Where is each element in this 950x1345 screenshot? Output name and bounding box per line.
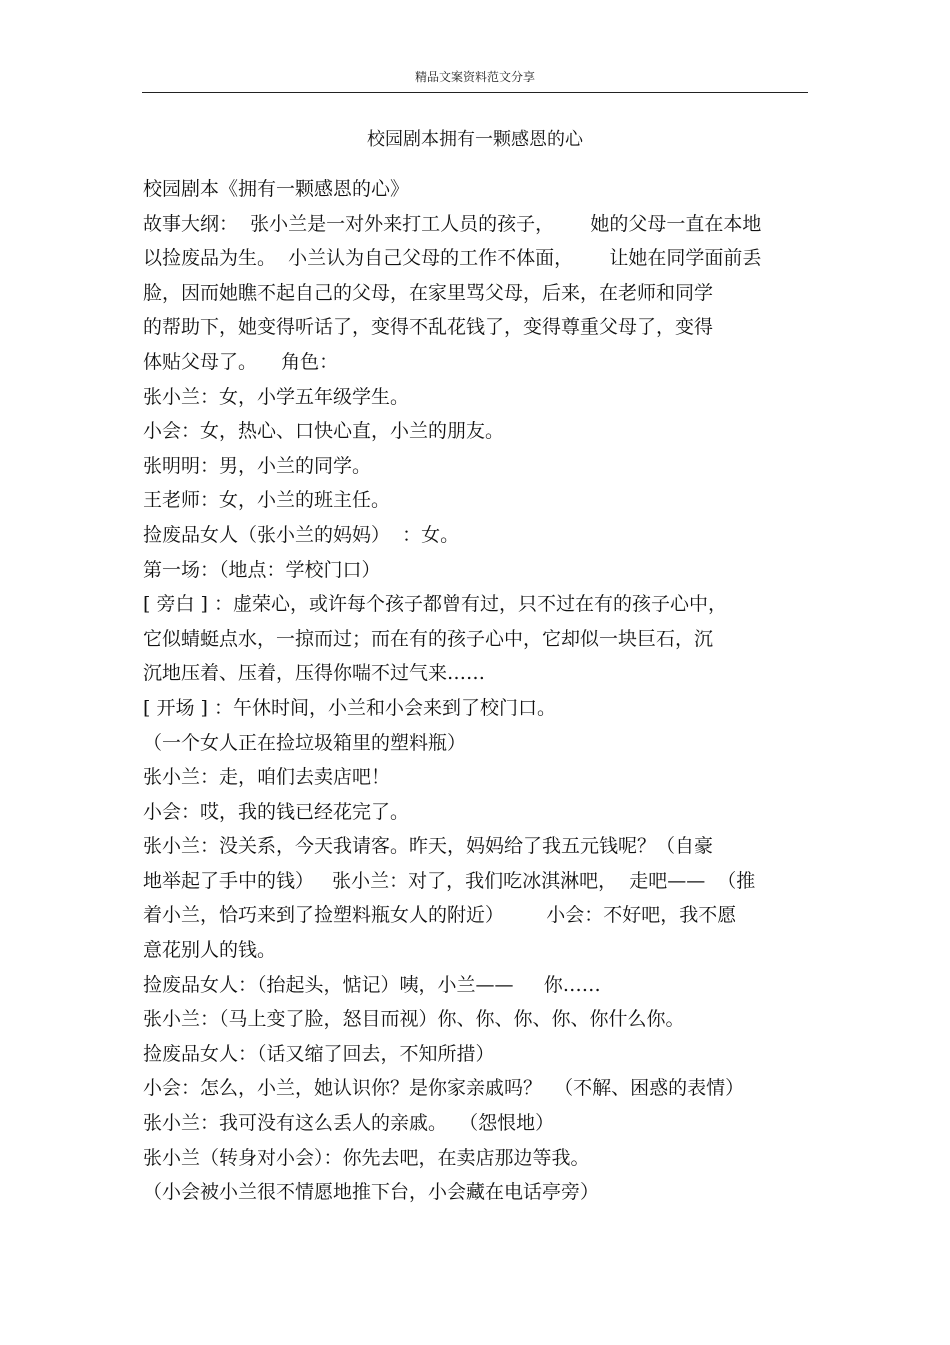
text-line: 小会：怎么，小兰，她认识你？是你家亲戚吗？ （不解、困惑的表情）: [143, 1077, 745, 1100]
text-line: 体贴父母了。 角色：: [143, 350, 339, 373]
text-line: 地举起了手中的钱） 张小兰：对了，我们吃冰淇淋吧， 走吧—— （推: [143, 869, 756, 892]
text-line: 小会：女，热心、口快心直，小兰的朋友。: [143, 420, 505, 443]
text-line: 校园剧本《拥有一颗感恩的心》: [143, 178, 410, 200]
text-line: 意花别人的钱。: [143, 939, 277, 962]
header-text: 精品文案资料范文分享: [414, 70, 535, 84]
script-body: [143, 172, 811, 1210]
text-line: 捡废品女人：（话又缩了回去，不知所措）: [143, 1042, 495, 1065]
text-line: 它似蜻蜓点水，一掠而过；而在有的孩子心中，它却似一块巨石，沉: [143, 627, 714, 650]
text-line: [ 旁白 ] ：虚荣心，或许每个孩子都曾有过，只不过在有的孩子心中，: [143, 593, 727, 616]
text-line: 张小兰（转身对小会）：你先去吧，在卖店那边等我。: [143, 1146, 590, 1169]
text-line: 张小兰：我可没有这么丢人的亲戚。 （怨恨地）: [143, 1112, 555, 1135]
text-line: 的帮助下，她变得听话了，变得不乱花钱了，变得尊重父母了，变得: [143, 316, 714, 339]
text-line: 张小兰：走，咱们去卖店吧！: [143, 766, 391, 789]
document-title: 校园剧本拥有一颗感恩的心: [367, 129, 583, 150]
text-line: 以捡废品为生。 小兰认为自己父母的工作不体面， 让她在同学面前丢: [143, 247, 762, 270]
text-line: 着小兰，恰巧来到了捡塑料瓶女人的附近） 小会：不好吧，我不愿: [143, 904, 737, 927]
text-line: （一个女人正在捡垃圾箱里的塑料瓶）: [143, 731, 467, 754]
text-line: 张小兰：（马上变了脸，怒目而视）你、你、你、你、你什么你。: [143, 1008, 685, 1031]
text-line: （小会被小兰很不情愿地推下台，小会藏在电话亭旁）: [143, 1181, 600, 1204]
text-line: 捡废品女人：（抬起头，惦记）咦，小兰—— 你……: [143, 973, 601, 996]
text-line: [ 开场 ] ：午休时间，小兰和小会来到了校门口。: [143, 696, 556, 719]
text-line: 张小兰：女，小学五年级学生。: [143, 385, 410, 408]
text-line: 张小兰：没关系，今天我请客。昨天，妈妈给了我五元钱呢？（自豪: [143, 835, 714, 858]
text-line: 捡废品女人（张小兰的妈妈） ：女。: [143, 523, 460, 546]
text-line: 王老师：女，小兰的班主任。: [143, 489, 391, 512]
page-header: [142, 64, 808, 93]
text-line: 故事大纲： 张小兰是一对外来打工人员的孩子， 她的父母一直在本地: [143, 212, 762, 235]
text-line: 第一场：（地点：学校门口）: [143, 558, 381, 581]
text-line: 脸，因而她瞧不起自己的父母，在家里骂父母，后来，在老师和同学: [143, 281, 714, 304]
text-line: 小会：哎，我的钱已经花完了。: [143, 800, 410, 823]
text-line: 沉地压着、压着，压得你喘不过气来……: [143, 662, 486, 685]
text-line: 张明明：男，小兰的同学。: [143, 454, 372, 477]
